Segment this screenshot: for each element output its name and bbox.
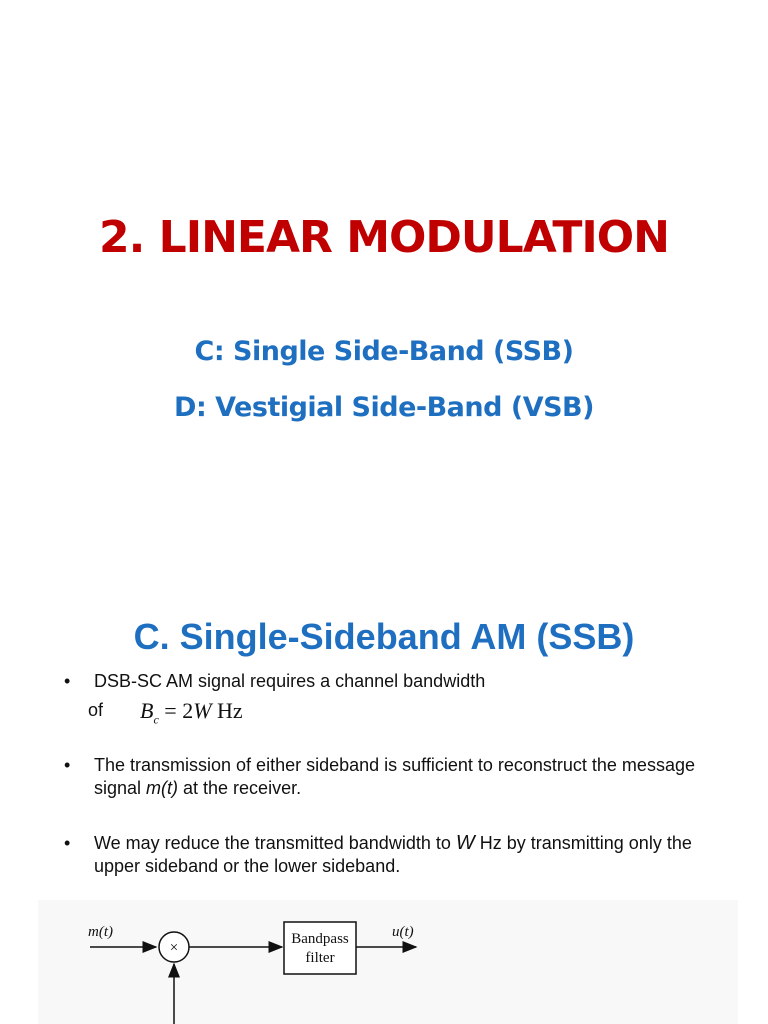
block-diagram-svg — [38, 900, 738, 1024]
bullet-text — [94, 832, 704, 878]
bandpass-filter-block — [284, 922, 356, 974]
output-label: u(t) — [392, 924, 414, 940]
formula-var: B — [140, 698, 154, 723]
section-title: C. Single-Sideband AM (SSB) — [133, 616, 635, 657]
subtitle-ssb: C: Single Side-Band (SSB) — [194, 336, 574, 367]
message-signal: m(t) — [146, 778, 179, 798]
bullet-dot: • — [64, 755, 71, 775]
formula-w: W — [193, 698, 212, 723]
ssb-slide — [0, 590, 768, 1024]
text-part: The transmission of either sideband is sufficient to reconstruct the message signal — [94, 755, 695, 798]
mixer-symbol: × — [169, 940, 179, 956]
formula-eq: = 2 — [158, 698, 194, 723]
filter-label-line2: filter — [305, 950, 335, 966]
text-part: Hz by transmitting only the upper sideband or the lower sideband. — [94, 833, 692, 876]
input-label: m(t) — [88, 924, 113, 940]
page-title: 2. LINEAR MODULATION — [99, 212, 669, 263]
bullet-text — [94, 754, 704, 800]
text-part: at the receiver. — [178, 778, 302, 798]
text-part: We may reduce the transmitted bandwidth to — [94, 833, 456, 853]
of-word: of — [88, 700, 104, 720]
bullet-text: DSB-SC AM signal requires a channel bandwidth — [94, 671, 486, 691]
formula-sub: c — [153, 712, 159, 727]
subtitle-vsb: D: Vestigial Side-Band (VSB) — [174, 392, 594, 423]
bullet-dot: • — [64, 833, 71, 853]
bandwidth-var: W — [455, 832, 475, 854]
bandwidth-formula — [140, 698, 243, 727]
formula-unit: Hz — [211, 698, 243, 723]
filter-label-line1: Bandpass — [291, 931, 349, 947]
ssb-block-diagram — [38, 900, 738, 1024]
bullet-dot: • — [64, 671, 71, 691]
